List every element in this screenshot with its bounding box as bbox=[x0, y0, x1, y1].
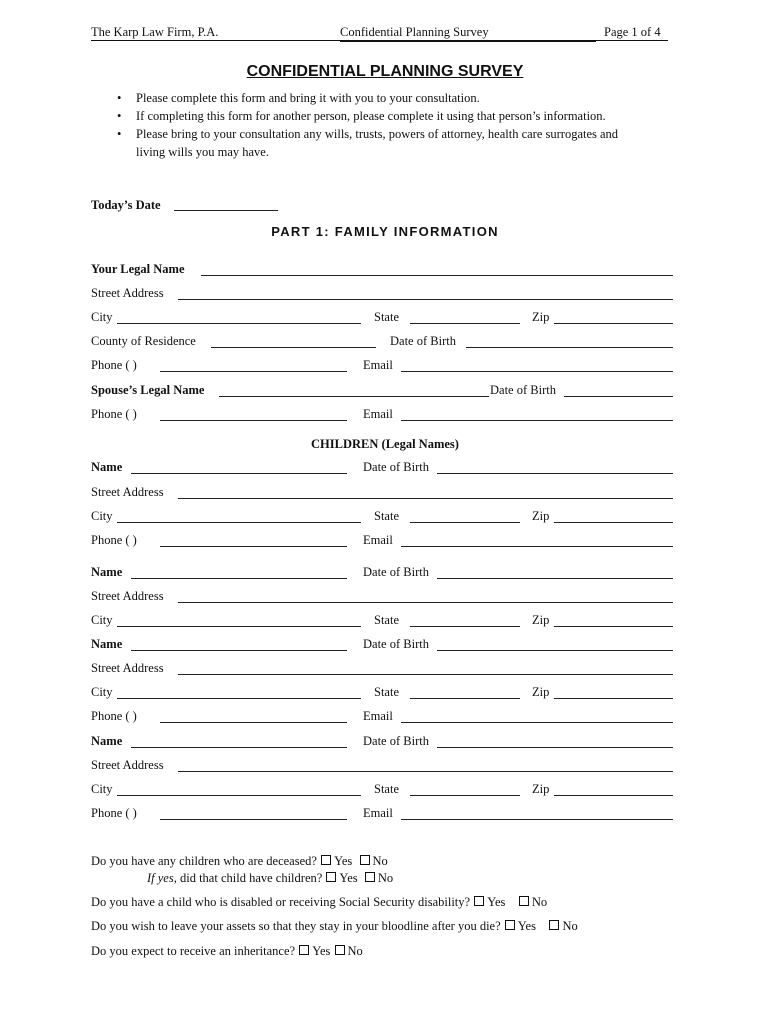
child4-dob-label: Date of Birth bbox=[363, 734, 429, 748]
legal-name-label: Your Legal Name bbox=[91, 262, 185, 276]
county-field[interactable] bbox=[211, 347, 376, 348]
child2-city-field[interactable] bbox=[117, 626, 361, 627]
yes-checkbox[interactable] bbox=[505, 920, 515, 930]
no-checkbox[interactable] bbox=[335, 945, 345, 955]
child4-dob-field[interactable] bbox=[437, 747, 673, 748]
child1-city-label: City bbox=[91, 509, 113, 523]
child4-name-label: Name bbox=[91, 734, 123, 748]
no-label: No bbox=[531, 895, 548, 909]
child3-zip-field[interactable] bbox=[554, 698, 673, 699]
no-label: No bbox=[372, 854, 388, 868]
no-checkbox[interactable] bbox=[519, 896, 529, 906]
child1-phone-label: Phone ( ) bbox=[91, 533, 137, 547]
header-firm: The Karp Law Firm, P.A. bbox=[91, 25, 219, 39]
question-inheritance bbox=[91, 943, 363, 959]
spouse-dob-field[interactable] bbox=[564, 396, 673, 397]
question-text: Do you have any children who are deceased? bbox=[91, 854, 317, 868]
child1-name-label: Name bbox=[91, 460, 123, 474]
child1-dob-label: Date of Birth bbox=[363, 460, 429, 474]
child4-street-field[interactable] bbox=[178, 771, 673, 772]
child4-zip-field[interactable] bbox=[554, 795, 673, 796]
child4-email-label: Email bbox=[363, 806, 393, 820]
child1-state-label: State bbox=[374, 509, 399, 523]
yes-label: Yes bbox=[517, 919, 536, 933]
street-field[interactable] bbox=[178, 299, 673, 300]
child2-state-label: State bbox=[374, 613, 399, 627]
instruction-item: • Please bring to your consultation any wills, trusts, powers of attorney, health care surrogates and living wills you may have. bbox=[117, 125, 647, 161]
child3-street-label: Street Address bbox=[91, 661, 164, 675]
child3-zip-label: Zip bbox=[532, 685, 550, 699]
part1-heading: PART 1: FAMILY INFORMATION bbox=[271, 224, 499, 239]
child2-dob-field[interactable] bbox=[437, 578, 673, 579]
zip-field[interactable] bbox=[554, 323, 673, 324]
child4-city-label: City bbox=[91, 782, 113, 796]
child4-state-field[interactable] bbox=[410, 795, 520, 796]
child1-street-label: Street Address bbox=[91, 485, 164, 499]
child3-phone-field[interactable] bbox=[160, 722, 347, 723]
spouse-phone-field[interactable] bbox=[160, 420, 347, 421]
child4-zip-label: Zip bbox=[532, 782, 550, 796]
child2-dob-label: Date of Birth bbox=[363, 565, 429, 579]
child2-street-label: Street Address bbox=[91, 589, 164, 603]
phone-label: Phone ( ) bbox=[91, 358, 137, 372]
no-checkbox[interactable] bbox=[549, 920, 559, 930]
child4-street-label: Street Address bbox=[91, 758, 164, 772]
child1-dob-field[interactable] bbox=[437, 473, 673, 474]
question-deceased-children bbox=[91, 853, 388, 869]
spouse-dob-label: Date of Birth bbox=[490, 383, 556, 397]
child3-city-field[interactable] bbox=[117, 698, 361, 699]
yes-label: Yes bbox=[339, 871, 358, 885]
child2-name-label: Name bbox=[91, 565, 123, 579]
child3-state-field[interactable] bbox=[410, 698, 520, 699]
todays-date-field[interactable] bbox=[174, 210, 278, 211]
street-label: Street Address bbox=[91, 286, 164, 300]
no-checkbox[interactable] bbox=[365, 872, 375, 882]
dob-label: Date of Birth bbox=[390, 334, 456, 348]
no-label: No bbox=[347, 944, 363, 958]
spouse-email-label: Email bbox=[363, 407, 393, 421]
child1-email-field[interactable] bbox=[401, 546, 673, 547]
child4-name-field[interactable] bbox=[131, 747, 347, 748]
child3-city-label: City bbox=[91, 685, 113, 699]
child1-zip-field[interactable] bbox=[554, 522, 673, 523]
child4-city-field[interactable] bbox=[117, 795, 361, 796]
question-text: Do you have a child who is disabled or receiving Social Security disability? bbox=[91, 895, 471, 909]
child1-name-field[interactable] bbox=[131, 473, 347, 474]
header-doc-title: Confidential Planning Survey bbox=[340, 25, 596, 42]
child2-state-field[interactable] bbox=[410, 626, 520, 627]
yes-label: Yes bbox=[487, 895, 506, 909]
child3-email-label: Email bbox=[363, 709, 393, 723]
child1-phone-field[interactable] bbox=[160, 546, 347, 547]
question-text: Do you wish to leave your assets so that they stay in your bloodline after you die? bbox=[91, 919, 501, 933]
yes-label: Yes bbox=[334, 854, 353, 868]
email-label: Email bbox=[363, 358, 393, 372]
child3-dob-field[interactable] bbox=[437, 650, 673, 651]
state-field[interactable] bbox=[410, 323, 520, 324]
child2-street-field[interactable] bbox=[178, 602, 673, 603]
county-label: County of Residence bbox=[91, 334, 196, 348]
spouse-name-field[interactable] bbox=[219, 396, 489, 397]
child3-name-label: Name bbox=[91, 637, 123, 651]
children-heading: CHILDREN (Legal Names) bbox=[311, 437, 459, 451]
yes-checkbox[interactable] bbox=[326, 872, 336, 882]
spouse-email-field[interactable] bbox=[401, 420, 673, 421]
city-field[interactable] bbox=[117, 323, 361, 324]
child3-dob-label: Date of Birth bbox=[363, 637, 429, 651]
child1-street-field[interactable] bbox=[178, 498, 673, 499]
child2-name-field[interactable] bbox=[131, 578, 347, 579]
question-text: Do you expect to receive an inheritance? bbox=[91, 944, 296, 958]
child2-zip-field[interactable] bbox=[554, 626, 673, 627]
yes-label: Yes bbox=[312, 944, 331, 958]
no-label: No bbox=[562, 919, 578, 933]
instructions-list bbox=[117, 89, 647, 161]
page-title: CONFIDENTIAL PLANNING SURVEY bbox=[246, 63, 524, 80]
city-label: City bbox=[91, 310, 113, 324]
question-text: did that child have children? bbox=[176, 871, 323, 885]
zip-label: Zip bbox=[532, 310, 550, 324]
yes-checkbox[interactable] bbox=[474, 896, 484, 906]
child1-city-field[interactable] bbox=[117, 522, 361, 523]
question-grandchildren bbox=[147, 870, 393, 886]
header-divider bbox=[91, 40, 668, 41]
email-field[interactable] bbox=[401, 371, 673, 372]
child3-state-label: State bbox=[374, 685, 399, 699]
child4-phone-field[interactable] bbox=[160, 819, 347, 820]
child3-phone-label: Phone ( ) bbox=[91, 709, 137, 723]
child3-name-field[interactable] bbox=[131, 650, 347, 651]
yes-checkbox[interactable] bbox=[321, 855, 331, 865]
spouse-name-label: Spouse’s Legal Name bbox=[91, 383, 205, 397]
child1-state-field[interactable] bbox=[410, 522, 520, 523]
child4-email-field[interactable] bbox=[401, 819, 673, 820]
yes-checkbox[interactable] bbox=[299, 945, 309, 955]
instruction-item: • If completing this form for another person, please complete it using that person’s information. bbox=[117, 107, 647, 125]
question-disabled-child bbox=[91, 894, 547, 910]
no-label: No bbox=[377, 871, 394, 885]
child4-phone-label: Phone ( ) bbox=[91, 806, 137, 820]
if-yes-label: If yes, bbox=[147, 871, 177, 885]
legal-name-field[interactable] bbox=[201, 275, 673, 276]
spouse-phone-label: Phone ( ) bbox=[91, 407, 137, 421]
header-page-number: Page 1 of 4 bbox=[604, 25, 661, 39]
todays-date-label: Today’s Date bbox=[91, 198, 161, 212]
phone-field[interactable] bbox=[160, 371, 347, 372]
child2-zip-label: Zip bbox=[532, 613, 550, 627]
instruction-item: • Please complete this form and bring it with you to your consultation. bbox=[117, 89, 647, 107]
child4-state-label: State bbox=[374, 782, 399, 796]
child2-city-label: City bbox=[91, 613, 113, 627]
state-label: State bbox=[374, 310, 399, 324]
question-bloodline bbox=[91, 918, 578, 934]
no-checkbox[interactable] bbox=[360, 855, 370, 865]
child3-street-field[interactable] bbox=[178, 674, 673, 675]
child1-zip-label: Zip bbox=[532, 509, 550, 523]
child1-email-label: Email bbox=[363, 533, 393, 547]
dob-field[interactable] bbox=[466, 347, 673, 348]
child3-email-field[interactable] bbox=[401, 722, 673, 723]
